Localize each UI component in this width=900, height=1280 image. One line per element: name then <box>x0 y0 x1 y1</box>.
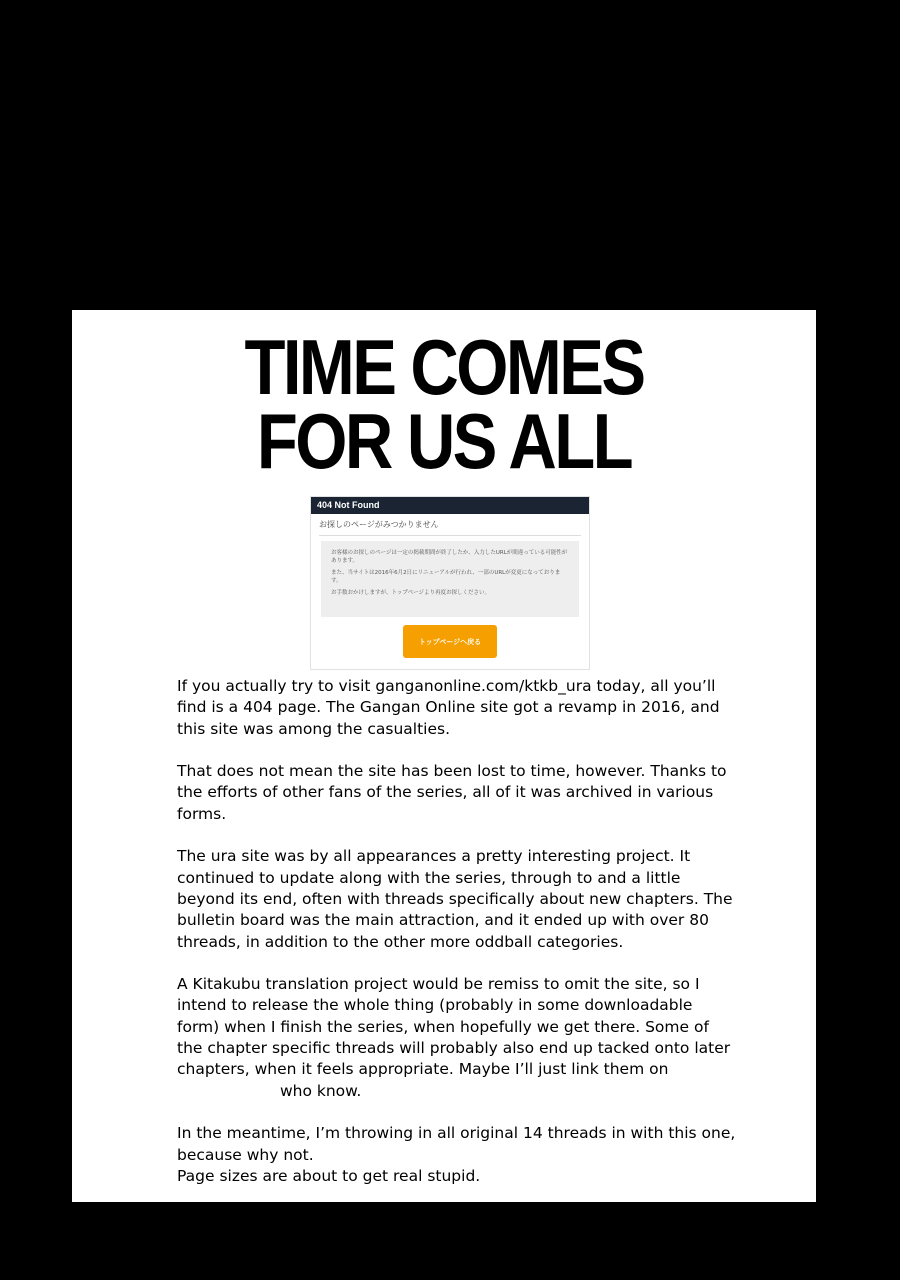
404-notice-box <box>321 541 579 617</box>
back-to-top-button[interactable]: トップページへ戻る <box>403 625 497 658</box>
headline-line-1: TIME COMES <box>244 323 644 411</box>
404-notice-paragraph: お手数おかけしますが、トップページより再度お探しください。 <box>331 590 491 596</box>
404-notice-paragraph: また、当サイトは2016年6月2日にリニューアルが行われ、一部のURLが変更になっております。 <box>331 570 561 584</box>
404-heading: お探しのページがみつかりません <box>319 519 581 536</box>
article-paragraph-6: Page sizes are about to get real stupid. <box>177 1166 481 1185</box>
white-panel <box>72 310 816 1202</box>
404-notice-paragraph: お客様のお探しのページは一定の掲載期間が終了したか、入力したURLが間違っている可能性があります。 <box>331 550 568 564</box>
404-title-bar: 404 Not Found <box>311 497 589 514</box>
article-paragraph-2: That does not mean the site has been lost to time, however. Thanks to the efforts of other fans of the series, all of it was archived in various forms. <box>177 762 727 823</box>
article-paragraph-4-start: A Kitakubu translation project would be remiss to omit the site, so I intend to release the whole thing (probably in some downloadable form) when I finish the series, when hopefully we get there. Some of the chapter specific threads will probably also end up tacked onto later chapters, when it feels appropriate. Maybe I’ll just link them on <box>177 975 731 1079</box>
headline <box>124 323 764 485</box>
article-paragraph-3: The ura site was by all appearances a pretty interesting project. It continued to update along with the series, through to and a little beyond its end, often with threads specifically about new chapters. The bulletin board was the main attraction, and it ended up with over 80 threads, in addition to the other more oddball categories. <box>177 847 733 951</box>
article-paragraph-4-end: who know. <box>279 1081 362 1100</box>
article-paragraph-1: If you actually try to visit ganganonline.com/ktkb_ura today, all you’ll find is a 404 page. The Gangan Online site got a revamp in 2016, and this site was among the casualties. <box>177 677 720 738</box>
article-paragraph-4 <box>177 974 737 1102</box>
article-paragraph-5: In the meantime, I’m throwing in all original 14 threads in with this one, because why not. <box>177 1124 736 1164</box>
article-body <box>177 676 737 1187</box>
headline-line-2: FOR US ALL <box>256 397 632 485</box>
404-page-screenshot <box>310 496 590 670</box>
redacted-text <box>177 1084 275 1098</box>
